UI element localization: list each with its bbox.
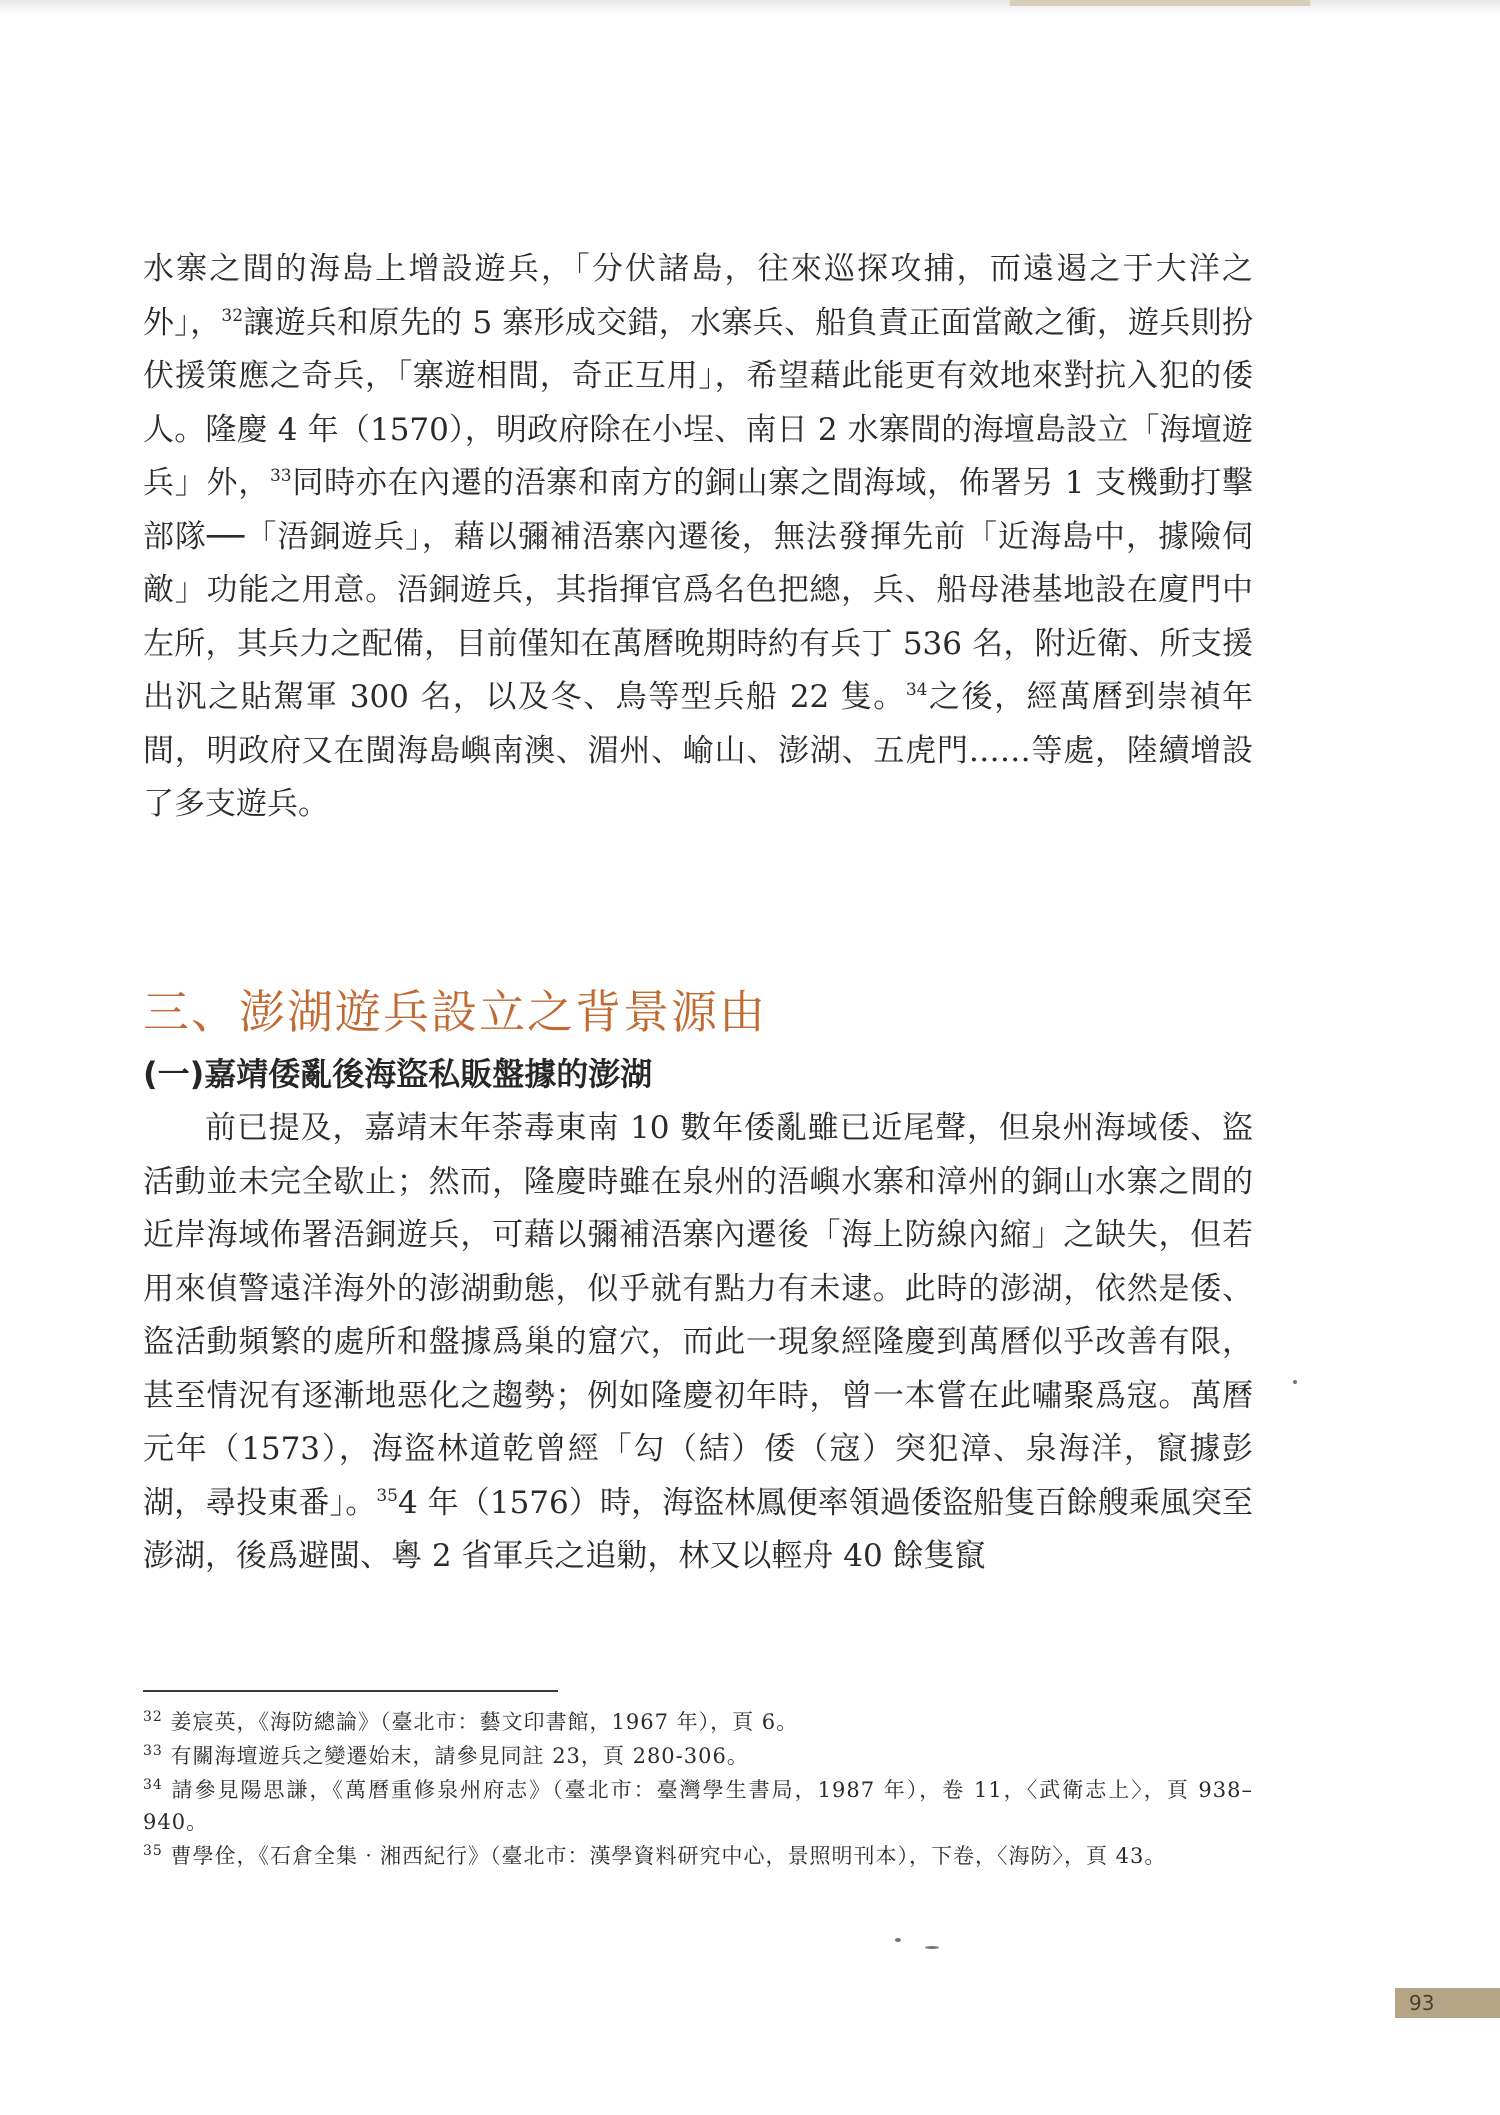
body-paragraph-2 [143, 1102, 1253, 1584]
footnote-text: 曹學佺，《石倉全集‧湘西紀行》（臺北市：漢學資料研究中心，景照明刊本），下卷，〈海防〉，頁 43。 [170, 1844, 1167, 1868]
footnote-ref-34[interactable]: 34 [905, 680, 928, 700]
footnote-text: 請參見陽思謙，《萬曆重修泉州府志》（臺北市：臺灣學生書局，1987 年），卷 11，〈武衛志上〉，頁 938–940。 [143, 1778, 1253, 1834]
footnote-number: 34 [143, 1777, 163, 1793]
footnote-number: 33 [143, 1743, 163, 1759]
footnotes-list [143, 1706, 1253, 1874]
section-heading: 三、澎湖遊兵設立之背景源由 [143, 985, 767, 1039]
footnote-number: 35 [143, 1843, 163, 1859]
footnote-ref-35[interactable]: 35 [376, 1485, 398, 1506]
footnote-number: 32 [143, 1709, 163, 1725]
subsection-heading: (一)嘉靖倭亂後海盜私販盤據的澎湖 [143, 1055, 653, 1093]
paragraph-text: 前已提及，嘉靖末年荼毒東南 10 數年倭亂雖已近尾聲，但泉州海域倭、盜活動並未完全歇止；然而，隆慶時雖在泉州的浯嶼水寨和漳州的銅山水寨之間的近岸海域佈署浯銅遊兵，可藉以彌補浯寨內遷後「海上防線內縮」之缺失，但若用來偵警遠洋海外的澎湖動態，似乎就有點力有未逮。此時的澎湖，依然是倭、盜活動頻繁的處所和盤據爲巢的窟穴，而此一現象經隆慶到萬曆似乎改善有限，甚至情況有逐漸地惡化之趨勢；例如隆慶初年時，曾一本嘗在此嘯聚爲寇。萬曆元年（1573），海盜林道乾曾經「勾（結）倭（寇）突犯漳、泉海洋，竄據彭湖，尋投東番」。 [143, 1110, 1253, 1521]
scan-speck [1293, 1380, 1297, 1384]
scan-speck [895, 1938, 901, 1942]
footnote-text: 姜宸英，《海防總論》（臺北市：藝文印書館，1967 年），頁 6。 [170, 1710, 799, 1734]
footnote-divider [143, 1690, 558, 1692]
page-number: 93 [1395, 1988, 1500, 2018]
paragraph-text: 水寨之間的海島上增設遊兵，「分伏諸島，往來巡探攻捕，而遠遏之于大洋之外」， [143, 251, 1253, 341]
paragraph-text: 同時亦在內遷的浯寨和南方的銅山寨之間海域，佈署另 1 支機動打擊部隊──「浯銅遊兵」，藉以彌補浯寨內遷後，無法發揮先前「近海島中，據險伺敵」功能之用意。浯銅遊兵，其指揮官爲名色把總，兵、船母港基地設在廈門中左所，其兵力之配備，目前僅知在萬曆晚期時約有兵丁 536 名，附近衛、所支援出汎之貼駕軍 300 名，以及冬、鳥等型兵船 22 隻。 [143, 465, 1253, 715]
footnote-35 [143, 1840, 1253, 1872]
header-tab-mark [1010, 0, 1310, 6]
footnote-34 [143, 1774, 1253, 1838]
footnote-ref-32[interactable]: 32 [221, 305, 244, 326]
footnote-text: 有關海壇遊兵之變遷始末，請參見同註 23，頁 280-306。 [170, 1744, 749, 1768]
body-paragraph-1 [143, 243, 1253, 832]
footnote-33 [143, 1740, 1253, 1772]
footnote-ref-33[interactable]: 33 [269, 466, 292, 486]
scan-speck [925, 1946, 939, 1949]
paragraph-text: 之後，經萬曆到崇禎年間，明政府又在閩海島嶼南澳、湄州、崳山、澎湖、五虎門……等處，陸續增設了多支遊兵。 [143, 679, 1254, 822]
paragraph-text: 讓遊兵和原先的 5 寨形成交錯，水寨兵、船負責正面當敵之衝，遊兵則扮伏援策應之奇兵，「寨遊相間，奇正互用」，希望藉此能更有效地來對抗入犯的倭人。隆慶 4 年（1570），明政府除在小埕、南日 2 水寨間的海壇島設立「海壇遊兵」外， [143, 304, 1253, 501]
paragraph-text: 4 年（1576）時，海盜林鳳便率領過倭盜船隻百餘艘乘風突至澎湖，後爲避閩、粵 2 省軍兵之追勦，林又以輕舟 40 餘隻竄 [143, 1484, 1254, 1574]
footnote-32 [143, 1706, 1253, 1738]
